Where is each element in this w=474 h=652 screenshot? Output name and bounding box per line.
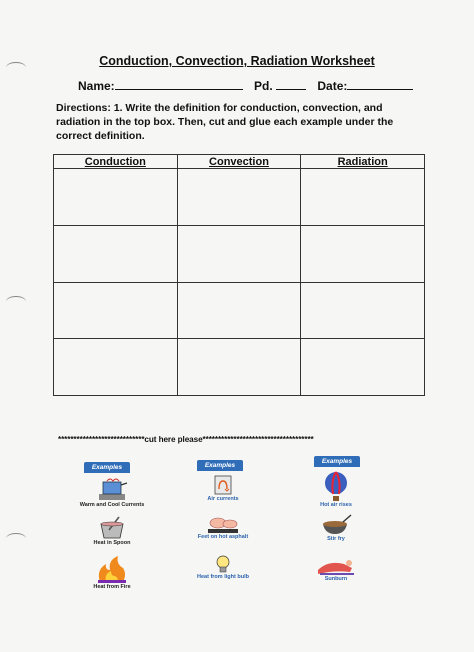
table-row bbox=[54, 169, 425, 226]
example-label: Sunburn bbox=[324, 576, 348, 582]
table-cell[interactable] bbox=[177, 225, 301, 282]
date-label: Date: bbox=[317, 79, 348, 93]
cut-line: ****************************cut here please************************************ bbox=[58, 435, 314, 444]
name-blank[interactable] bbox=[115, 79, 243, 90]
example-label: Hot air rises bbox=[320, 502, 352, 508]
example-card-3[interactable] bbox=[296, 456, 376, 596]
example-feet-on-hot-asphalt[interactable] bbox=[183, 512, 263, 541]
example-card-1[interactable] bbox=[72, 462, 152, 602]
example-label: Stir fry bbox=[327, 536, 345, 542]
table-cell[interactable] bbox=[301, 169, 425, 226]
column-header-radiation: Radiation bbox=[301, 155, 425, 169]
table-cell[interactable] bbox=[177, 169, 301, 226]
example-warm-cool-currents[interactable] bbox=[72, 476, 152, 509]
feet-icon bbox=[206, 512, 240, 534]
table-cell[interactable] bbox=[54, 339, 178, 396]
table-cell[interactable] bbox=[301, 282, 425, 339]
table-row bbox=[54, 225, 425, 282]
example-sunburn[interactable] bbox=[296, 554, 376, 583]
example-label: Feet on hot asphalt bbox=[197, 534, 249, 540]
directions-text: Directions: 1. Write the definition for conduction, convection, and radiation in the top box. Then, cut and glue each example under the correct definition. bbox=[56, 102, 394, 142]
pd-label: Pd. bbox=[254, 79, 273, 93]
table-row bbox=[54, 282, 425, 339]
definition-table bbox=[53, 154, 425, 396]
example-label: Air currents bbox=[207, 496, 239, 502]
name-label: Name: bbox=[78, 79, 115, 93]
example-label: Warm and Cool Currents bbox=[79, 502, 145, 508]
worksheet-title: Conduction, Convection, Radiation Worksheet bbox=[99, 54, 375, 68]
column-header-conduction: Conduction bbox=[54, 155, 178, 169]
example-card-2[interactable] bbox=[183, 460, 263, 600]
example-stir-fry[interactable] bbox=[296, 514, 376, 543]
fire-icon bbox=[94, 556, 130, 584]
table-row bbox=[54, 339, 425, 396]
table-header-row bbox=[54, 155, 425, 169]
example-label: Heat from Fire bbox=[93, 584, 131, 590]
example-air-currents[interactable] bbox=[183, 474, 263, 503]
spoon-in-pot-icon bbox=[95, 516, 129, 540]
example-heat-in-spoon[interactable] bbox=[72, 516, 152, 547]
example-label: Heat from light bulb bbox=[197, 574, 249, 580]
air-currents-icon bbox=[209, 474, 237, 496]
example-heat-from-light-bulb[interactable] bbox=[183, 554, 263, 581]
student-info-line bbox=[78, 79, 438, 93]
table-cell[interactable] bbox=[301, 339, 425, 396]
date-blank[interactable] bbox=[347, 79, 413, 90]
example-hot-air-rises[interactable] bbox=[296, 470, 376, 509]
table-cell[interactable] bbox=[301, 225, 425, 282]
column-header-convection: Convection bbox=[177, 155, 301, 169]
sunbather-icon bbox=[316, 554, 356, 576]
card-header: Examples bbox=[314, 456, 360, 467]
punch-hole-mark bbox=[6, 296, 26, 307]
example-heat-from-fire[interactable] bbox=[72, 556, 152, 591]
hot-air-balloon-icon bbox=[322, 470, 350, 502]
table-cell[interactable] bbox=[177, 339, 301, 396]
example-label: Heat in Spoon bbox=[93, 540, 131, 546]
light-bulb-icon bbox=[212, 554, 234, 574]
table-cell[interactable] bbox=[177, 282, 301, 339]
card-header: Examples bbox=[84, 462, 130, 473]
table-cell[interactable] bbox=[54, 282, 178, 339]
table-cell[interactable] bbox=[54, 225, 178, 282]
table-cell[interactable] bbox=[54, 169, 178, 226]
pot-on-stove-icon bbox=[95, 476, 129, 502]
punch-hole-mark bbox=[6, 533, 26, 544]
pd-blank[interactable] bbox=[276, 79, 306, 90]
card-header: Examples bbox=[197, 460, 243, 471]
stir-fry-icon bbox=[319, 514, 353, 536]
